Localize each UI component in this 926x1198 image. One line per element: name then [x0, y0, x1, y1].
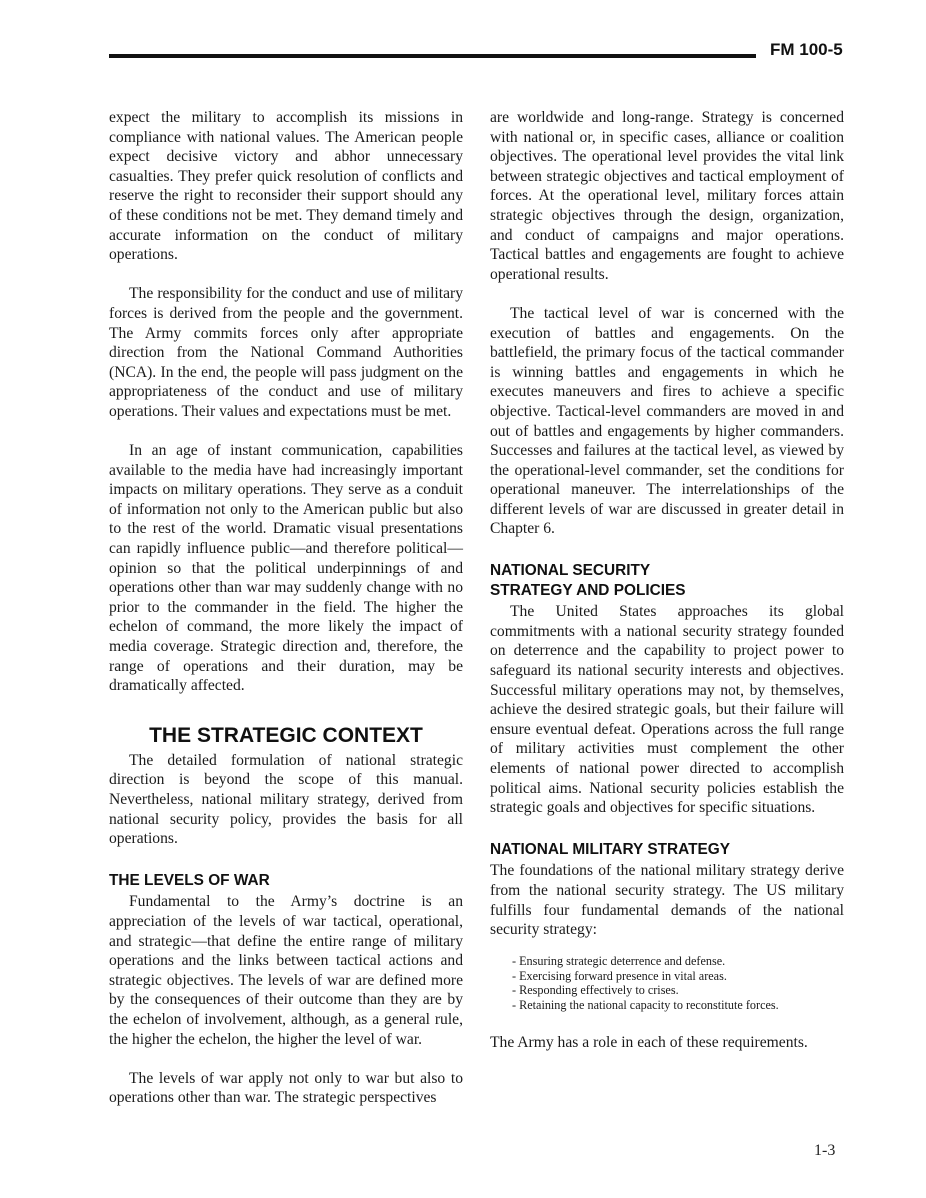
header-rule [109, 54, 756, 58]
left-column [109, 108, 463, 1108]
paragraph-strategic-level: are worldwide and long-range. Strategy is concerned with national or, in specific cases, alliance or coalition objectives. The operational level provides the vital link between strategic objectives and tactical employment of forces. At the operational level, military forces attain strategic objectives through the design, organization, and conduct of campaigns and major operations. Tactical battles and engagements are fought to achieve operational results. [490, 109, 844, 283]
paragraph-military-strategy: The foundations of the national military strategy derive from the national security strategy. The US military fulfills four fundamental demands of the national security strategy: [490, 862, 844, 939]
page-number: 1-3 [814, 1142, 836, 1159]
paragraph-media: In an age of instant communication, capabilities available to the media have had increasingly important impacts on military operations. They serve as a conduit of information not only to the American public but also to the rest of the world. Dramatic visual presentations can rapidly influence public—and therefore political—opinion so that the political underpinnings of and operations other than war may suddenly change with no prior to the commander in the field. The higher the echelon of command, the more likely the impact of media coverage. Strategic direction and, therefore, the range of operations and their duration, may be dramatically affected. [109, 442, 463, 695]
list-item: - Responding effectively to crises. [512, 983, 844, 998]
section-heading-strategic-context: THE STRATEGIC CONTEXT [149, 723, 423, 747]
paragraph-levels-apply: The levels of war apply not only to war but also to operations other than war. The strategic perspectives [109, 1069, 463, 1107]
heading-line: NATIONAL SECURITY [490, 562, 651, 580]
paragraph-responsibility: The responsibility for the conduct and use of military forces is derived from the people and the government. The Army commits forces only after appropriate direction from the National Command Authorities (NCA). In the end, the people will pass judgment on the appropriateness of the conduct and use of military operations. Their values and expectations must be met. [109, 285, 463, 420]
document-id: FM 100-5 [770, 40, 843, 59]
requirements-list [512, 954, 844, 1013]
paragraph-national-security: The United States approaches its global commitments with a national security strategy founded on deterrence and the capability to project power to safeguard its national security interests and objectives. Successful military operations may not, by themselves, achieve the desired strategic goals, but their failure will ensure eventual defeat. Operations across the full range of military activities must complement the other elements of national power directed to accomplish political aims. National security policies establish the strategic goals and objectives for specific situations. [490, 603, 844, 817]
subheading-national-military-strategy: NATIONAL MILITARY STRATEGY [490, 840, 730, 858]
paragraph-public-expectations: expect the military to accomplish its missions in compliance with national values. The American people expect decisive victory and abhor unnecessary casualties. They prefer quick resolution of conflicts and reserve the right to reconsider their support should any of these conditions not be met. They demand timely and accurate information on the conduct of military operations. [109, 109, 463, 264]
paragraph-levels-definition: Fundamental to the Army’s doctrine is an appreciation of the levels of war tactical, operational, and strategic—that define the entire range of military operations and the links between tactical actions and strategic objectives. The levels of war are defined more by the consequences of their outcome than they are by the echelon of involvement, although, as a general rule, the higher the echelon, the higher the level of war. [109, 893, 463, 1048]
subheading-levels-of-war: THE LEVELS OF WAR [109, 871, 270, 889]
list-item: - Exercising forward presence in vital areas. [512, 969, 844, 984]
list-item: - Retaining the national capacity to reconstitute forces. [512, 998, 844, 1013]
list-item: - Ensuring strategic deterrence and defense. [512, 954, 844, 969]
heading-line: STRATEGY AND POLICIES [490, 581, 686, 599]
paragraph-strategic-direction: The detailed formulation of national strategic direction is beyond the scope of this manual. Nevertheless, national military strategy, derived from national security policy, provides the basis for all operations. [109, 751, 463, 848]
paragraph-tactical-level: The tactical level of war is concerned with the execution of battles and engagements. On the battlefield, the primary focus of the tactical commander is winning battles and engagements in which he executes maneuvers and fires to achieve a specific objective. Tactical-level commanders are moved in and out of battles and engagements by higher commanders. Successes and failures at the tactical level, as viewed by the operational-level commander, set the conditions for operational maneuver. The interrelationships of the different levels of war are discussed in greater detail in Chapter 6. [490, 304, 844, 538]
paragraph-army-role: The Army has a role in each of these requirements. [490, 1033, 808, 1051]
subheading-national-security-strategy [490, 561, 844, 600]
right-column [490, 108, 844, 1052]
